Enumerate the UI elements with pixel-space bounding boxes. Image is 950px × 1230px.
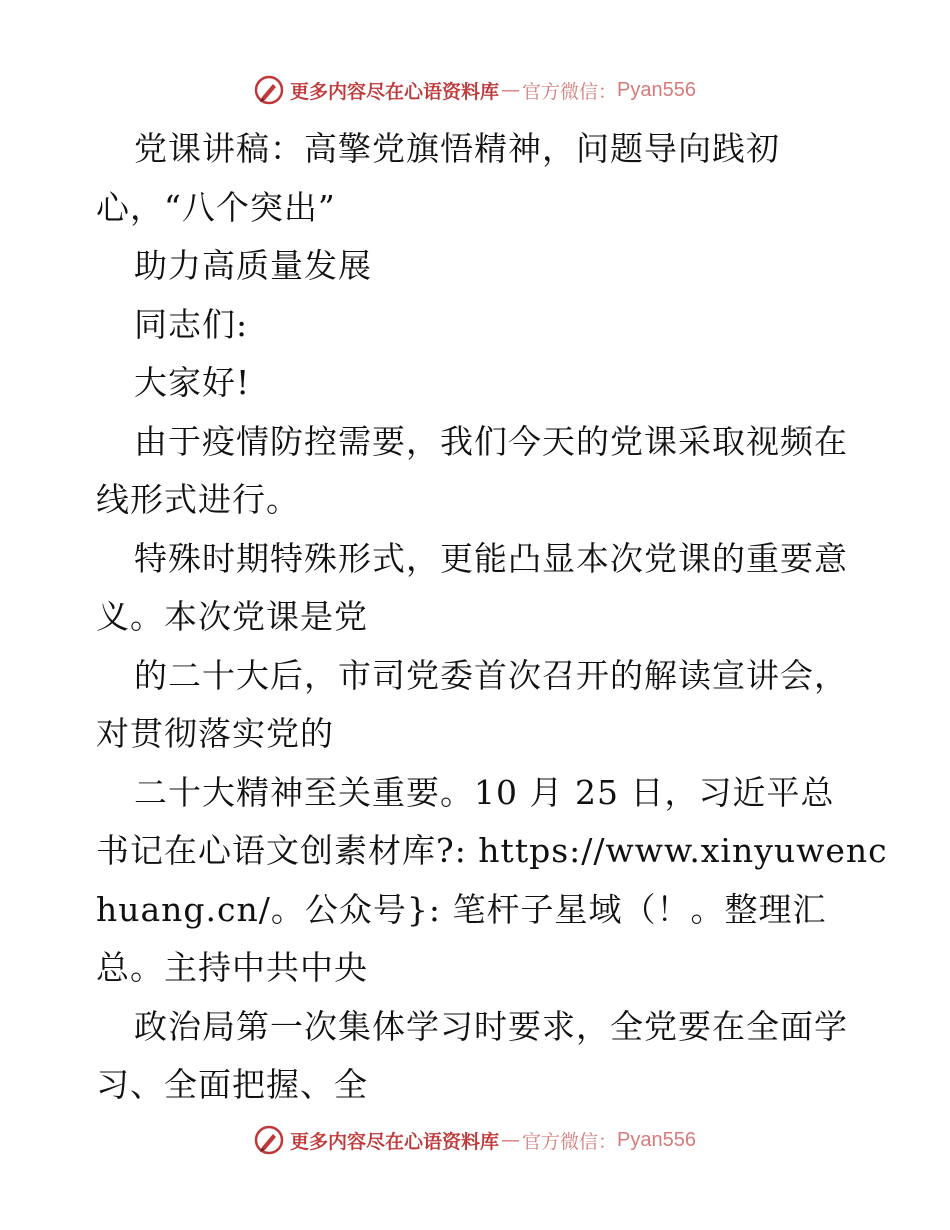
doc-line: 义。本次党课是党 bbox=[96, 597, 368, 636]
document-body bbox=[96, 120, 888, 1115]
doc-line-greeting-2: 大家好! bbox=[134, 363, 251, 402]
header-banner bbox=[0, 70, 950, 110]
doc-line: 由于疫情防控需要，我们今天的党课采取视频在 bbox=[134, 421, 848, 461]
doc-line: 总。主持中共中央 bbox=[96, 948, 368, 987]
header-wechat-id: Pyan556 bbox=[617, 78, 696, 101]
pen-logo-icon bbox=[254, 75, 284, 105]
doc-line-title-2: 心，“八个突出” bbox=[96, 187, 336, 227]
doc-line: 政治局第一次集体学习时要求，全党要在全面学 bbox=[134, 1006, 848, 1046]
footer-banner-text: 更多内容尽在心语资料库 bbox=[290, 1130, 500, 1153]
doc-line: 线形式进行。 bbox=[96, 480, 300, 519]
doc-line: 习、全面把握、全 bbox=[96, 1065, 368, 1104]
doc-line: 特殊时期特殊形式，更能凸显本次党课的重要意 bbox=[134, 538, 848, 578]
footer-wechat-id: Pyan556 bbox=[617, 1128, 696, 1151]
header-wechat-label: 官方微信： bbox=[522, 80, 618, 103]
header-banner-text: 更多内容尽在心语资料库 bbox=[290, 80, 500, 103]
doc-line-greeting-1: 同志们: bbox=[134, 304, 249, 344]
header-banner-separator: — bbox=[501, 79, 521, 101]
doc-line: 对贯彻落实党的 bbox=[96, 714, 334, 753]
doc-line: 的二十大后，市司党委首次召开的解读宣讲会， bbox=[134, 655, 848, 695]
doc-line: 二十大精神至关重要。10 月 25 日，习近平总 bbox=[134, 772, 835, 812]
doc-line: 书记在心语文创素材库?: https://www.xinyuwenc bbox=[96, 831, 888, 870]
doc-line: huang.cn/。公众号}: 笔杆子星域（！。整理汇 bbox=[96, 889, 827, 929]
footer-banner bbox=[0, 1120, 950, 1160]
pen-logo-icon bbox=[254, 1125, 284, 1155]
doc-line-title-3: 助力高质量发展 bbox=[134, 246, 372, 285]
footer-wechat-label: 官方微信： bbox=[522, 1130, 618, 1153]
footer-banner-separator: — bbox=[501, 1129, 521, 1151]
doc-line-title-1: 党课讲稿：高擎党旗悟精神，问题导向践初 bbox=[134, 129, 780, 168]
